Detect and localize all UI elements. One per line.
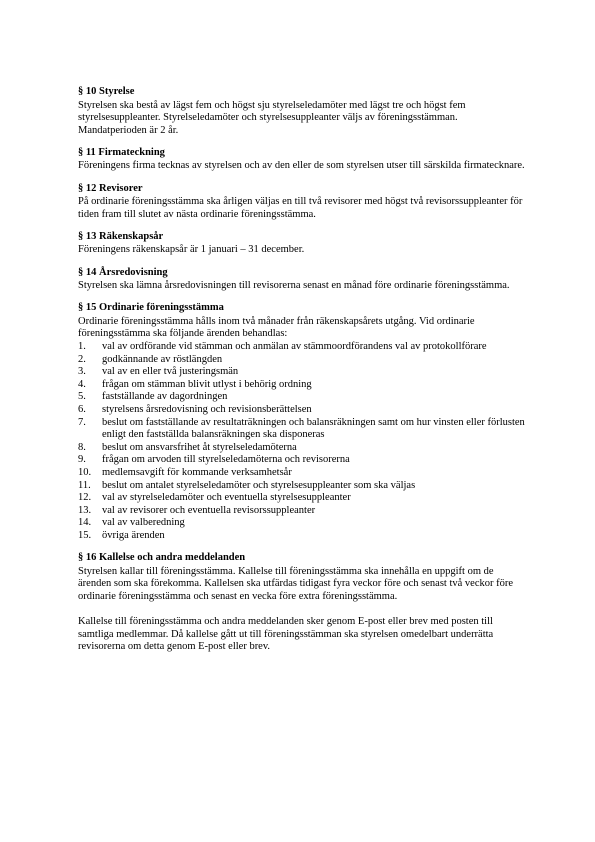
section-heading: § 15 Ordinarie föreningsstämma xyxy=(78,302,224,314)
list-item-text: val av styrelseledamöter och eventuella styrelsesuppleanter xyxy=(102,492,351,504)
list-item-text: val av revisorer och eventuella revisorssuppleanter xyxy=(102,504,316,516)
list-item xyxy=(78,404,526,417)
section-paragraph: Kallelse till föreningsstämma och andra meddelanden sker genom E-post eller brev med posten till samtliga medlemmar. Då kallelse gått ut till föreningsstämman ska styrelsen omedelbart underrätta revisorerna om detta genom E-post eller brev. xyxy=(78,615,494,653)
section-paragraph: Styrelsen kallar till föreningsstämma. Kallelse till föreningsstämma ska innehålla en uppgift om de ärenden som ska förekomma. Kallelsen ska utfärdas tidigast fyra veckor före och senast två veckor före ordinarie föreningsstämma och senast en vecka före extra föreningsstämma. xyxy=(78,565,514,602)
section-heading: § 13 Räkenskapsår xyxy=(78,230,164,242)
document-page xyxy=(78,86,526,663)
section-paragraph: Föreningens räkenskapsår är 1 januari – 31 december. xyxy=(78,244,305,256)
list-item-number: 10. xyxy=(78,466,92,478)
list-item xyxy=(78,391,526,404)
section-heading: § 12 Revisorer xyxy=(78,182,143,194)
list-item-number: 5. xyxy=(78,391,86,403)
section-13-rakenskapsar xyxy=(78,231,526,257)
list-item xyxy=(78,366,526,379)
section-paragraph: Styrelsen ska lämna årsredovisningen till revisorerna senast en månad före ordinarie föreningsstämma. xyxy=(78,280,510,292)
list-item-text: fastställande av dagordningen xyxy=(102,391,228,403)
list-item xyxy=(78,467,526,480)
list-item-number: 4. xyxy=(78,378,86,390)
list-item xyxy=(78,492,526,505)
list-item-number: 14. xyxy=(78,517,92,529)
list-item-number: 8. xyxy=(78,441,86,453)
list-item-text: godkännande av röstlängden xyxy=(102,353,223,365)
list-item-text: val av valberedning xyxy=(102,517,185,529)
list-item-text: övriga ärenden xyxy=(102,529,165,541)
list-item-text: val av en eller två justeringsmän xyxy=(102,366,239,378)
section-10-styrelse xyxy=(78,86,526,137)
section-heading: § 11 Firmateckning xyxy=(78,146,165,158)
section-paragraph: Föreningens firma tecknas av styrelsen och av den eller de som styrelsen utser till särskilda firmatecknare. xyxy=(78,160,525,172)
section-paragraph: Ordinarie föreningsstämma hålls inom två månader från räkenskapsårets utgång. Vid ordinarie föreningsstämma ska följande ärenden behandlas: xyxy=(78,315,475,340)
section-paragraph: På ordinarie föreningsstämma ska årligen väljas en till två revisorer med högst två revisorssuppleanter för tiden fram till slutet av nästa ordinarie föreningsstämma. xyxy=(78,196,523,220)
list-item xyxy=(78,530,526,543)
list-item xyxy=(78,417,526,442)
list-item-number: 7. xyxy=(78,416,86,428)
agenda-list xyxy=(78,341,526,543)
section-11-firmateckning xyxy=(78,147,526,173)
list-item-text: medlemsavgift för kommande verksamhetsår xyxy=(102,466,292,478)
list-item-number: 12. xyxy=(78,492,92,504)
list-item xyxy=(78,505,526,518)
section-heading: § 16 Kallelse och andra meddelanden xyxy=(78,552,246,563)
section-paragraph: Styrelsen ska bestå av lägst fem och högst sju styrelseledamöter med lägst tre och högst fem styrelsesuppleanter. Styrelseledamöter och styrelsesuppleanter väljs av föreningsstämman. Mandatperioden är 2 år. xyxy=(78,99,466,136)
list-item-text: beslut om fastställande av resultaträkningen och balansräkningen samt om hur vinsten eller förlusten enligt den fastställda balansräkningen ska disponeras xyxy=(102,416,525,441)
list-item xyxy=(78,517,526,530)
section-14-arsredovisning xyxy=(78,267,526,293)
list-item-number: 1. xyxy=(78,341,86,352)
list-item-number: 2. xyxy=(78,353,86,365)
list-item-number: 13. xyxy=(78,504,92,516)
section-15-ordinarie-foreningsstamma xyxy=(78,302,526,542)
list-item xyxy=(78,454,526,467)
list-item-number: 9. xyxy=(78,454,86,466)
list-item xyxy=(78,379,526,392)
list-item-text: beslut om antalet styrelseledamöter och styrelsesuppleanter som ska väljas xyxy=(102,479,416,491)
section-16-kallelse xyxy=(78,552,526,654)
list-item-text: val av ordförande vid stämman och anmälan av stämmoordförandens val av protokollförare xyxy=(102,341,487,352)
section-heading: § 14 Årsredovisning xyxy=(78,266,168,278)
list-item-text: frågan om arvoden till styrelseledamöterna och revisorerna xyxy=(102,454,350,466)
list-item xyxy=(78,442,526,455)
list-item-number: 15. xyxy=(78,529,92,541)
section-12-revisorer xyxy=(78,183,526,222)
list-item-text: frågan om stämman blivit utlyst i behörig ordning xyxy=(102,378,312,390)
list-item-number: 6. xyxy=(78,403,86,415)
list-item-number: 11. xyxy=(78,479,91,491)
list-item-text: beslut om ansvarsfrihet åt styrelseledamöterna xyxy=(102,441,297,453)
list-item xyxy=(78,480,526,493)
section-heading: § 10 Styrelse xyxy=(78,86,135,97)
list-item xyxy=(78,354,526,367)
list-item xyxy=(78,341,526,354)
list-item-number: 3. xyxy=(78,366,86,378)
list-item-text: styrelsens årsredovisning och revisionsberättelsen xyxy=(102,403,312,415)
